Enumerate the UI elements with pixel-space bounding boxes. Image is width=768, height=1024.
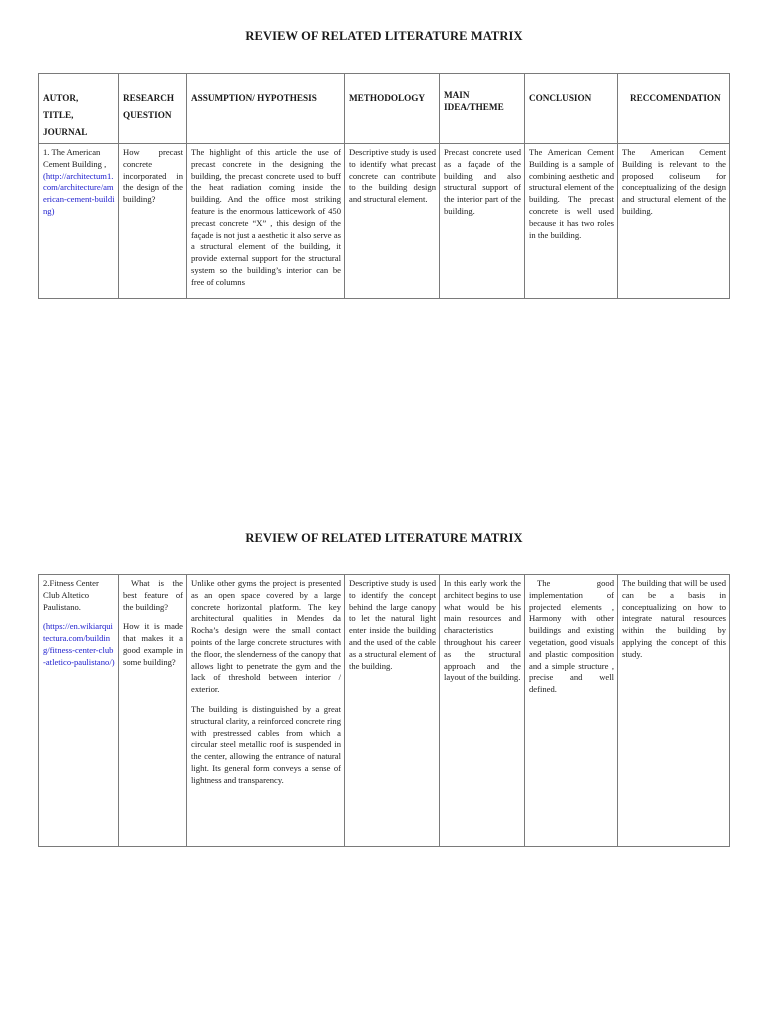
page-title: REVIEW OF RELATED LITERATURE MATRIX xyxy=(245,29,523,43)
assumption-paragraph: Unlike other gyms the project is presented as an open space covered by a large concrete horizontal platform. The key architectural qualities in Mendes da Rocha’s design were the small contact points of the large concrete structures with the floor, the slenderness of the canopy that allows light to penetrate the gym and the lack of threshold between interior / exterior. xyxy=(191,578,341,695)
recommendation-text: The American Cement Building is relevant to the proposed coliseum for conceptualizing of the design and structural element of the building. xyxy=(622,147,726,216)
cell-conclusion xyxy=(525,144,618,299)
author-title: 1. The American Cement Building , xyxy=(43,147,107,169)
header-label: MAIN IDEA/THEME xyxy=(444,90,504,112)
header-label: AUTOR, TITLE, JOURNAL xyxy=(43,93,88,137)
header-label: METHODOLOGY xyxy=(349,93,426,103)
source-link[interactable]: (https://en.wikiarquitectura.com/building/fitness-center-club-atletico-paulistano/) xyxy=(43,621,115,667)
methodology-text: Descriptive study is used to identify the concept behind the large canopy to let the natural light enter inside the building and the used of the cable as a structural element of the building. xyxy=(349,578,436,671)
header-recommendation xyxy=(618,74,730,144)
cell-conclusion xyxy=(525,575,618,847)
cell-main-idea xyxy=(440,575,525,847)
page-title: REVIEW OF RELATED LITERATURE MATRIX xyxy=(245,531,523,545)
header-label: RECCOMENDATION xyxy=(630,93,721,103)
table-header-row xyxy=(39,74,730,144)
header-assumption xyxy=(187,74,345,144)
research-question-text: How precast concrete incorporated in the design of the building? xyxy=(123,147,183,205)
research-question-text: What is the best feature of the building? xyxy=(123,578,183,612)
cell-research-question xyxy=(119,144,187,299)
header-conclusion xyxy=(525,74,618,144)
header-main-idea xyxy=(440,74,525,144)
table-row xyxy=(39,144,730,299)
header-author xyxy=(39,74,119,144)
main-idea-text: Precast concrete used as a façade of the building and also structural support of the interior part of the building. xyxy=(444,147,521,216)
cell-recommendation xyxy=(618,144,730,299)
cell-main-idea xyxy=(440,144,525,299)
cell-methodology xyxy=(345,144,440,299)
assumption-paragraph: The highlight of this article the use of precast concrete in the designing the building, the precast concrete used to buff the heat radiation coming inside the building. And the office most striking feature is the enormous latticework of 450 precast concrete “X” , this design of the façade is not just a aesthetic it also serve as a structural element of the building, it provide external support for the structural system so the building’s interior can be free of columns xyxy=(191,147,341,287)
header-label: CONCLUSION xyxy=(529,93,592,103)
cell-methodology xyxy=(345,575,440,847)
table-row xyxy=(39,575,730,847)
research-question-text: How it is made that makes it a good example in some building? xyxy=(123,621,183,667)
literature-matrix-table xyxy=(38,574,730,847)
author-title: 2.Fitness Center Club Altetico Paulistano. xyxy=(43,578,99,612)
cell-recommendation xyxy=(618,575,730,847)
header-research-question xyxy=(119,74,187,144)
cell-research-question xyxy=(119,575,187,847)
header-methodology xyxy=(345,74,440,144)
methodology-text: Descriptive study is used to identify what precast concrete can contribute to the building design and structural element. xyxy=(349,147,436,205)
cell-assumption xyxy=(187,575,345,847)
conclusion-text: The good implementation of projected elements , Harmony with other buildings and existing vegetation, good visuals and plastic composition and a simple structure , precise and well defined. xyxy=(529,578,614,695)
cell-assumption xyxy=(187,144,345,299)
assumption-paragraph: The building is distinguished by a great structural clarity, a reinforced concrete ring with prestressed cables from which a circular steel metallic roof is suspended in the center, allowing the entrance of natural light. Its general form conveys a sense of lightness and transparency. xyxy=(191,703,341,785)
literature-matrix-table xyxy=(38,73,730,299)
cell-author xyxy=(39,575,119,847)
recommendation-text: The building that will be used can be a basis in conceptualizing on how to integrate natural resources within the building by applying the concept of this study. xyxy=(622,578,726,659)
conclusion-text: The American Cement Building is a sample of combining aesthetic and structural element of the building. The precast concrete is well used because it has two roles in the building. xyxy=(529,147,614,240)
main-idea-text: In this early work the architect begins to use what would be his main resources and characteristics throughout his career as the structural approach and the layout of the building. xyxy=(444,578,521,683)
header-label: ASSUMPTION/ HYPOTHESIS xyxy=(191,93,317,103)
header-label: RESEARCH QUESTION xyxy=(123,93,175,120)
cell-author xyxy=(39,144,119,299)
source-link[interactable]: (http://architectum1.com/architecture/american-cement-building) xyxy=(43,170,115,216)
